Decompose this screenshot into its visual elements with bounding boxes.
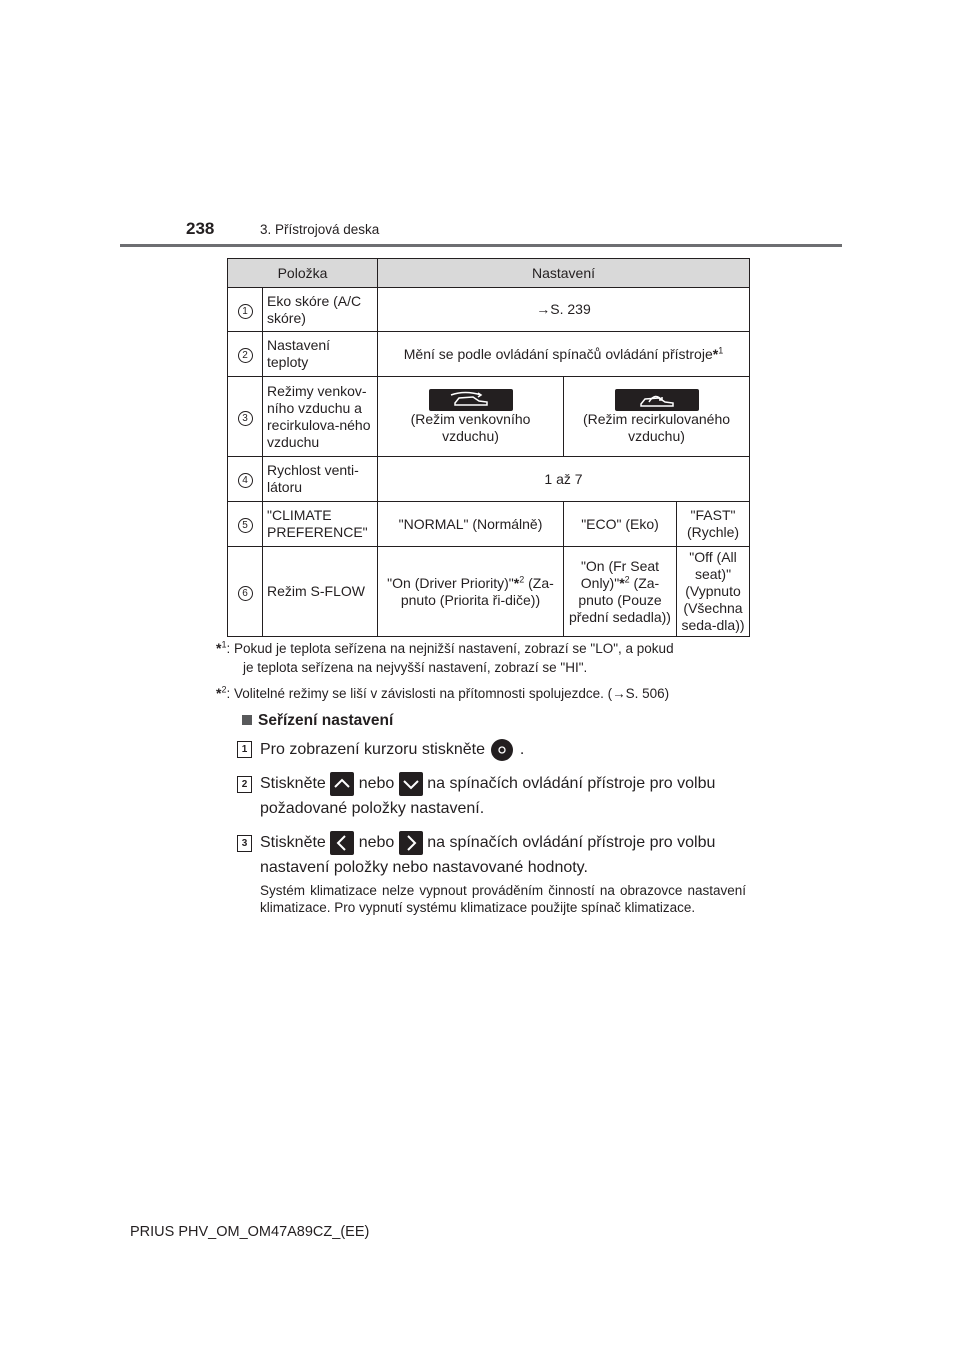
row-number: 6 xyxy=(238,586,253,601)
recirculation-label: (Režim recirkulovaného vzduchu) xyxy=(582,410,731,444)
step-text: Stiskněte xyxy=(260,775,326,792)
step-number: 3 xyxy=(237,835,252,852)
step-text: Stiskněte xyxy=(260,834,326,851)
item-cell: Režimy venkov-ního vzduchu a recirkulova-ného vzduchu xyxy=(263,377,378,457)
item-cell: Nastavení teploty xyxy=(263,332,378,377)
step-text: nebo xyxy=(358,834,395,851)
col-header-item: Položka xyxy=(228,259,378,288)
row-number: 1 xyxy=(238,304,253,319)
item-cell: Eko skóre (A/C skóre) xyxy=(263,288,378,332)
footnote-mark: 1 xyxy=(221,639,227,650)
chevron-right-icon xyxy=(399,831,423,855)
section-heading-text: Seřízení nastavení xyxy=(258,712,394,729)
option-eco: "ECO" (Eko) xyxy=(564,502,677,547)
chevron-left-icon xyxy=(330,831,354,855)
option-front-seat-only xyxy=(564,547,677,637)
note-text: Systém klimatizace nelze vypnout prováděním činností na obrazovce nastavení klimatizace. Pro vypnutí systému klimatizace použijte spínač klimatizace. xyxy=(260,883,746,915)
table-row xyxy=(228,288,750,332)
header-rule xyxy=(120,244,842,247)
outside-air-label: (Režim venkovního vzduchu) xyxy=(410,410,531,444)
option-normal: "NORMAL" (Normálně) xyxy=(378,502,564,547)
footer-code: PRIUS PHV_OM_OM47A89CZ_(EE) xyxy=(130,1224,370,1240)
setting-cell xyxy=(378,332,750,377)
footnote-star: * xyxy=(619,574,625,591)
step-number: 1 xyxy=(237,741,252,758)
footnote-text: je teplota seřízena na nejvyšší nastavení, zobrazí se "HI". xyxy=(243,660,588,675)
settings-table xyxy=(227,258,750,637)
row-number: 3 xyxy=(238,411,253,426)
footnote-star: * xyxy=(513,574,520,591)
row-number: 4 xyxy=(238,473,253,488)
step-text: nebo xyxy=(358,775,395,792)
footnote-star: * xyxy=(216,685,222,701)
outside-air-icon xyxy=(429,389,513,411)
footnote-mark: 2 xyxy=(221,684,227,695)
step-text: Pro zobrazení kurzoru stiskněte xyxy=(260,741,485,758)
table-row xyxy=(228,457,750,502)
option-fast: "FAST" (Rychle) xyxy=(677,502,750,547)
setting-text: Mění se podle ovládání spínačů ovládání přístroje xyxy=(403,345,713,362)
table-header-row xyxy=(228,259,750,288)
item-cell: Režim S-FLOW xyxy=(263,547,378,637)
step-3 xyxy=(260,830,750,880)
step-text: . xyxy=(519,741,525,758)
footnote-1 xyxy=(216,639,746,677)
row-number: 2 xyxy=(238,348,253,363)
step-2 xyxy=(260,771,750,821)
setting-cell: →S. 239 xyxy=(378,288,750,332)
recirculation-icon xyxy=(615,389,699,411)
setting-cell: 1 až 7 xyxy=(378,457,750,502)
ok-button-icon xyxy=(491,739,513,761)
option-text: (Za-pnuto (Pouze přední sedadla)) xyxy=(569,574,671,625)
recirculation-cell xyxy=(564,377,750,457)
step-text: na spínačích ovládání přístroje pro volbu požadované položky nastavení. xyxy=(260,775,716,817)
table-row xyxy=(228,332,750,377)
outside-air-cell xyxy=(378,377,564,457)
chevron-down-icon xyxy=(399,772,423,796)
table-row xyxy=(228,377,750,457)
step-1 xyxy=(260,737,750,762)
item-cell: "CLIMATE PREFERENCE" xyxy=(263,502,378,547)
footnote-text: : Pokud je teplota seřízena na nejnižší nastavení, zobrazí se "LO", a pokud xyxy=(226,641,674,656)
chevron-up-icon xyxy=(330,772,354,796)
footnote-ref: 1 xyxy=(718,344,724,355)
option-text: "On (Driver Priority)" xyxy=(387,574,514,591)
section-title: 3. Přístrojová deska xyxy=(260,222,380,237)
page-number: 238 xyxy=(186,219,215,238)
footnote-star: * xyxy=(216,640,222,656)
footnote-star: * xyxy=(712,345,719,362)
table-row xyxy=(228,547,750,637)
option-text: "On (Fr Seat Only)" xyxy=(580,557,660,591)
item-cell: Rychlost venti-látoru xyxy=(263,457,378,502)
step-text: na spínačích ovládání přístroje pro volbu nastavení položky nebo nastavované hodnoty. xyxy=(260,834,716,876)
step-number: 2 xyxy=(237,776,252,793)
square-bullet-icon xyxy=(242,715,252,725)
section-heading xyxy=(242,712,393,730)
footnote-ref: 2 xyxy=(519,573,525,584)
option-text: (Za-pnuto (Priorita ři-diče)) xyxy=(400,574,554,608)
option-driver-priority xyxy=(378,547,564,637)
footnote-ref: 2 xyxy=(624,573,630,584)
footnote-2 xyxy=(216,684,746,703)
table-row xyxy=(228,502,750,547)
row-number: 5 xyxy=(238,518,253,533)
col-header-setting: Nastavení xyxy=(378,259,750,288)
option-off: "Off (All seat)" (Vypnuto (Všechna seda-dla)) xyxy=(677,547,750,637)
footnote-text: : Volitelné režimy se liší v závislosti na přítomnosti spolujezdce. (→S. 506) xyxy=(226,686,670,701)
